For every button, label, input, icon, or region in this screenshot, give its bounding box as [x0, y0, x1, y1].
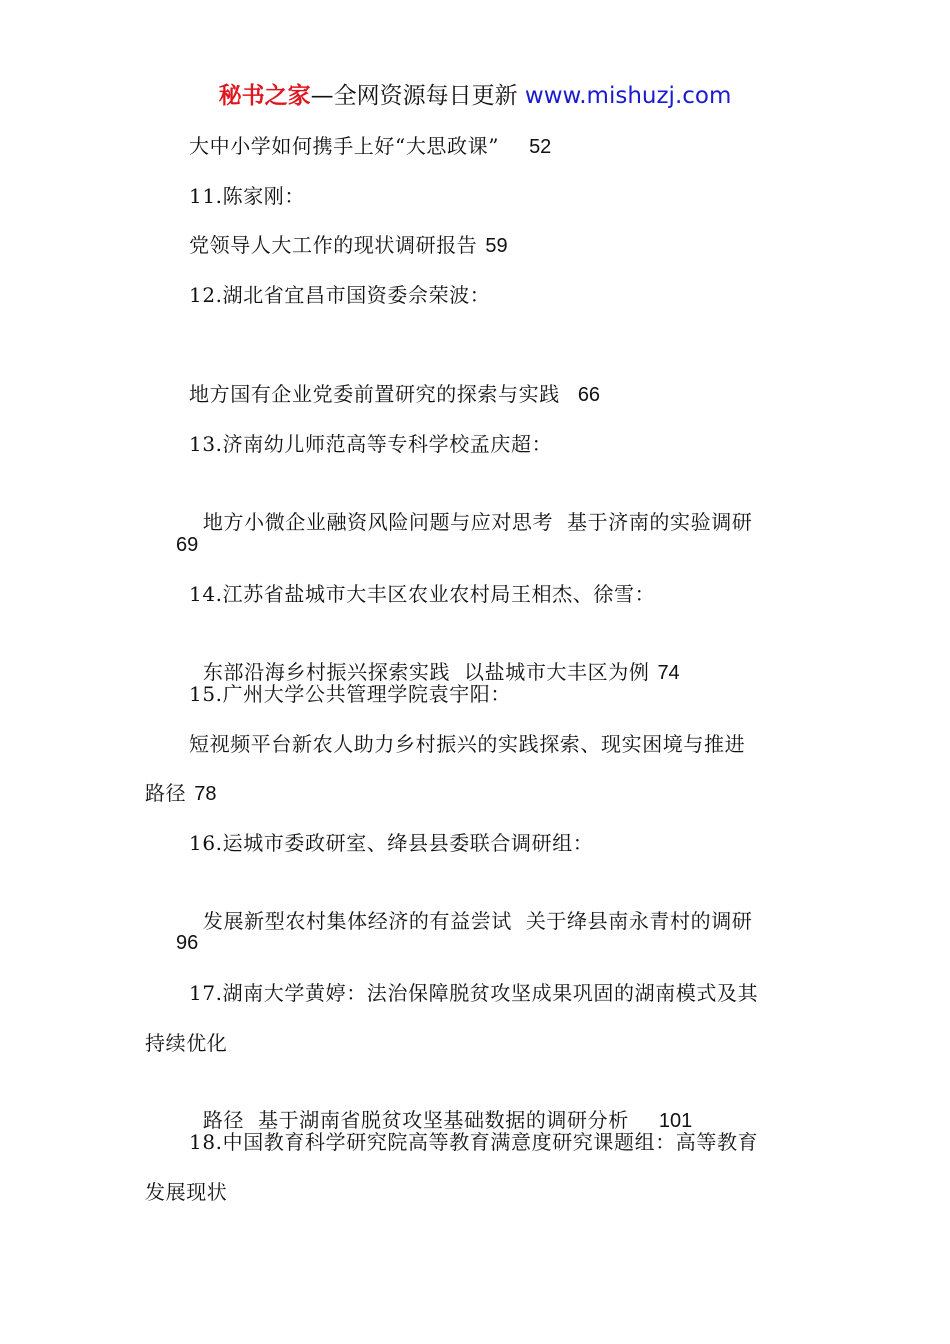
header-separator: —	[310, 83, 334, 109]
toc-entry	[189, 730, 745, 758]
toc-author-text: 14.江苏省盐城市大丰区农业农村局王相杰、徐雪：	[189, 582, 656, 606]
toc-author-text: 12.湖北省宜昌市国资委佘荣波：	[189, 283, 491, 307]
toc-author-text: 18.中国教育科学研究院高等教育满意度研究课题组：高等教育	[189, 1130, 759, 1154]
toc-entry-title: 路径 基于湖南省脱贫攻坚基础数据的调研分析	[202, 1108, 629, 1132]
toc-entry	[189, 380, 600, 409]
toc-entry-continued	[145, 1178, 227, 1206]
toc-page-number: 101	[658, 1110, 693, 1132]
toc-entry-title: 大中小学如何携手上好“大思政课”	[189, 134, 500, 158]
toc-entry	[189, 132, 551, 161]
toc-author	[189, 580, 655, 608]
toc-entry	[189, 1078, 692, 1135]
toc-author	[189, 979, 758, 1007]
site-header	[0, 80, 950, 112]
toc-entry-title: 发展现状	[145, 1180, 228, 1204]
toc-author-text: 13.济南幼儿师范高等专科学校孟庆超：	[189, 432, 553, 456]
toc-author	[189, 829, 593, 857]
toc-page-number: 96	[176, 932, 199, 954]
toc-page-number: 66	[577, 384, 601, 406]
toc-entry	[189, 231, 508, 260]
toc-author	[189, 680, 511, 708]
toc-author-text: 16.运城市委政研室、绛县县委联合调研组：	[189, 831, 594, 855]
toc-page-number-wrapped	[176, 928, 198, 957]
toc-entry-title: 党领导人大工作的现状调研报告	[189, 233, 478, 257]
toc-author	[189, 1128, 758, 1156]
toc-author	[189, 430, 552, 458]
brand-name: 秘书之家	[218, 83, 311, 109]
toc-entry-title: 地方小微企业融资风险问题与应对思考 基于济南的实验调研	[202, 510, 753, 534]
toc-page-number: 69	[176, 534, 199, 556]
toc-page-number: 74	[657, 662, 680, 684]
toc-entry	[189, 480, 752, 536]
toc-entry-title: 发展新型农村集体经济的有益尝试 关于绛县南永青村的调研	[202, 909, 753, 933]
toc-page-number-wrapped	[176, 530, 198, 559]
toc-author	[189, 281, 490, 309]
toc-entry	[189, 879, 752, 935]
toc-entry-title: 东部沿海乡村振兴探索实践 以盐城市大丰区为例	[202, 660, 650, 684]
toc-author	[189, 182, 305, 210]
toc-entry-continued	[145, 1029, 227, 1057]
toc-page-number: 52	[529, 136, 552, 158]
toc-page-number: 78	[194, 783, 217, 805]
header-tagline: 全网资源每日更新	[333, 83, 518, 109]
toc-entry-title: 短视频平台新农人助力乡村振兴的实践探索、现实困境与推进	[189, 732, 746, 756]
toc-entry-title: 持续优化	[145, 1031, 228, 1055]
toc-author-text: 15.广州大学公共管理学院袁宇阳：	[189, 682, 512, 706]
toc-author-text: 17.湖南大学黄婷：法治保障脱贫攻坚成果巩固的湖南模式及其	[189, 981, 759, 1005]
toc-author-text: 11.陈家刚：	[189, 184, 306, 208]
header-url-link[interactable]: www.mishuzj.com	[524, 83, 732, 109]
toc-entry-title: 地方国有企业党委前置研究的探索与实践	[189, 382, 560, 406]
toc-entry	[189, 630, 680, 687]
toc-page-number: 59	[485, 235, 508, 257]
toc-entry-title: 路径	[145, 781, 187, 805]
toc-entry-continued	[145, 779, 216, 808]
